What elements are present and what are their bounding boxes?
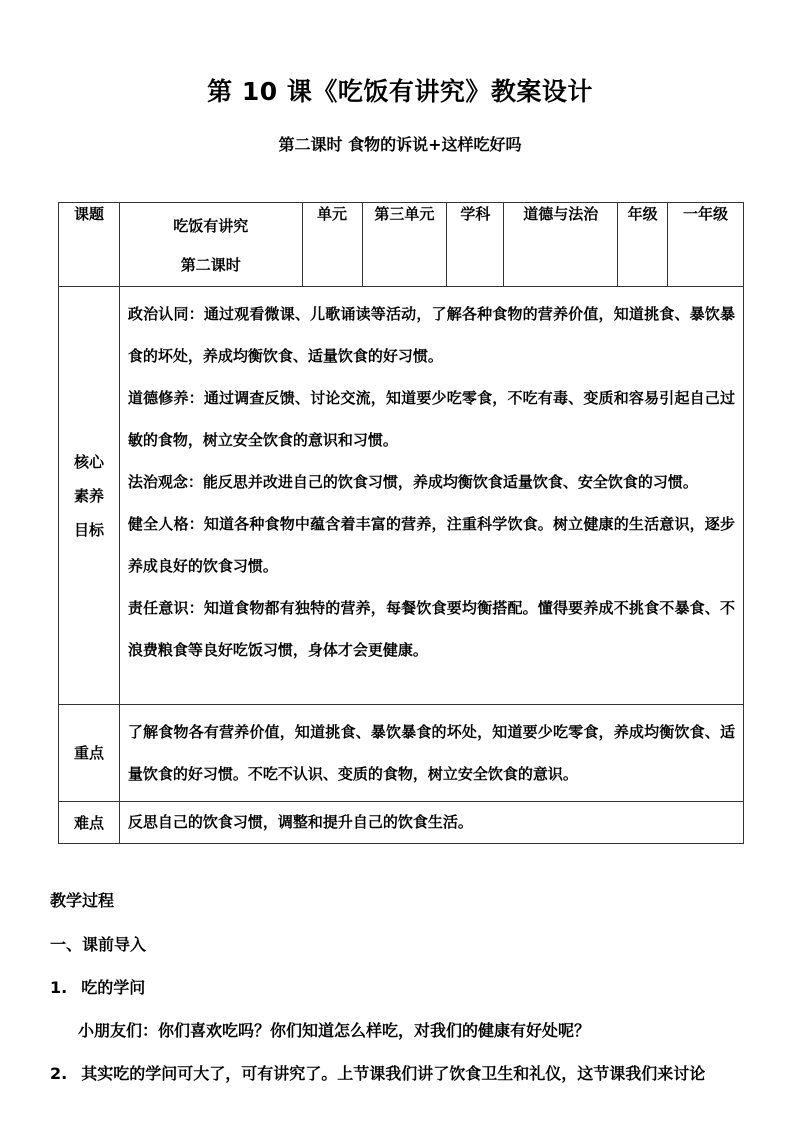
goal-moral: 道德修养：通过调查反馈、讨论交流，知道要少吃零食，不吃有毒、变质和容易引起自己过敏的食物，树立安全饮食的意识和习惯。 [127,389,735,449]
grade-value: 一年级 [668,203,744,287]
key-points-label: 重点 [59,705,120,802]
subject-value: 道德与法治 [504,203,618,287]
grade-label: 年级 [618,203,668,287]
item-1-title: 吃的学问 [81,978,146,997]
unit-value: 第三单元 [362,203,447,287]
core-goals-label: 核心 素养 目标 [59,287,120,705]
course-name-cell [119,203,302,287]
goal-law: 法治观念：能反思并改进自己的饮食习惯，养成均衡饮食适量饮食、安全饮食的习惯。 [127,473,698,491]
subject-label: 学科 [447,203,504,287]
item-1-heading [50,975,145,998]
unit-label: 单元 [302,203,362,287]
goal-personality: 健全人格：知道各种食物中蕴含着丰富的营养，注重科学饮食。树立健康的生活意识，逐步养成良好的饮食习惯。 [127,515,735,575]
item-2-number: 2. [50,1064,68,1083]
section-intro-heading: 一、课前导入 [50,935,147,954]
course-name: 吃饭有讲究 [173,217,249,235]
item-1-text: 小朋友们：你们喜欢吃吗？你们知道怎么样吃，对我们的健康有好处呢？ [78,1021,591,1040]
difficulty-label: 难点 [59,802,120,844]
key-points-row [59,705,744,802]
core-goals-content [119,287,743,705]
document-title: 第 10 课《吃饭有讲究》教案设计 [207,77,593,106]
item-2-text: 其实吃的学问可大了，可有讲究了。上节课我们讲了饮食卫生和礼仪，这节课我们来讨论 [81,1064,706,1083]
course-label: 课题 [59,203,120,287]
lesson-info-table [58,202,744,844]
core-goals-row [59,287,744,705]
document-subtitle: 第二课时 食物的诉说+这样吃好吗 [278,135,522,154]
process-heading: 教学过程 [50,891,115,910]
key-points-content: 了解食物各有营养价值，知道挑食、暴饮暴食的坏处，知道要少吃零食，养成均衡饮食、适量饮食的好习惯。不吃不认识、变质的食物，树立安全饮食的意识。 [119,705,743,802]
goal-political: 政治认同：通过观看微课、儿歌诵读等活动，了解各种食物的营养价值，知道挑食、暴饮暴食的坏处，养成均衡饮食、适量饮食的好习惯。 [127,305,735,365]
item-1-number: 1. [50,978,68,997]
difficulty-row [59,802,744,844]
course-period: 第二课时 [180,256,241,274]
goal-responsibility: 责任意识：知道食物都有独特的营养，每餐饮食要均衡搭配。懂得要养成不挑食不暴食、不浪费粮食等良好吃饭习惯，身体才会更健康。 [127,599,735,659]
table-header-row [59,203,744,287]
difficulty-content: 反思自己的饮食习惯，调整和提升自己的饮食生活。 [119,802,743,844]
item-2-paragraph [50,1061,705,1084]
